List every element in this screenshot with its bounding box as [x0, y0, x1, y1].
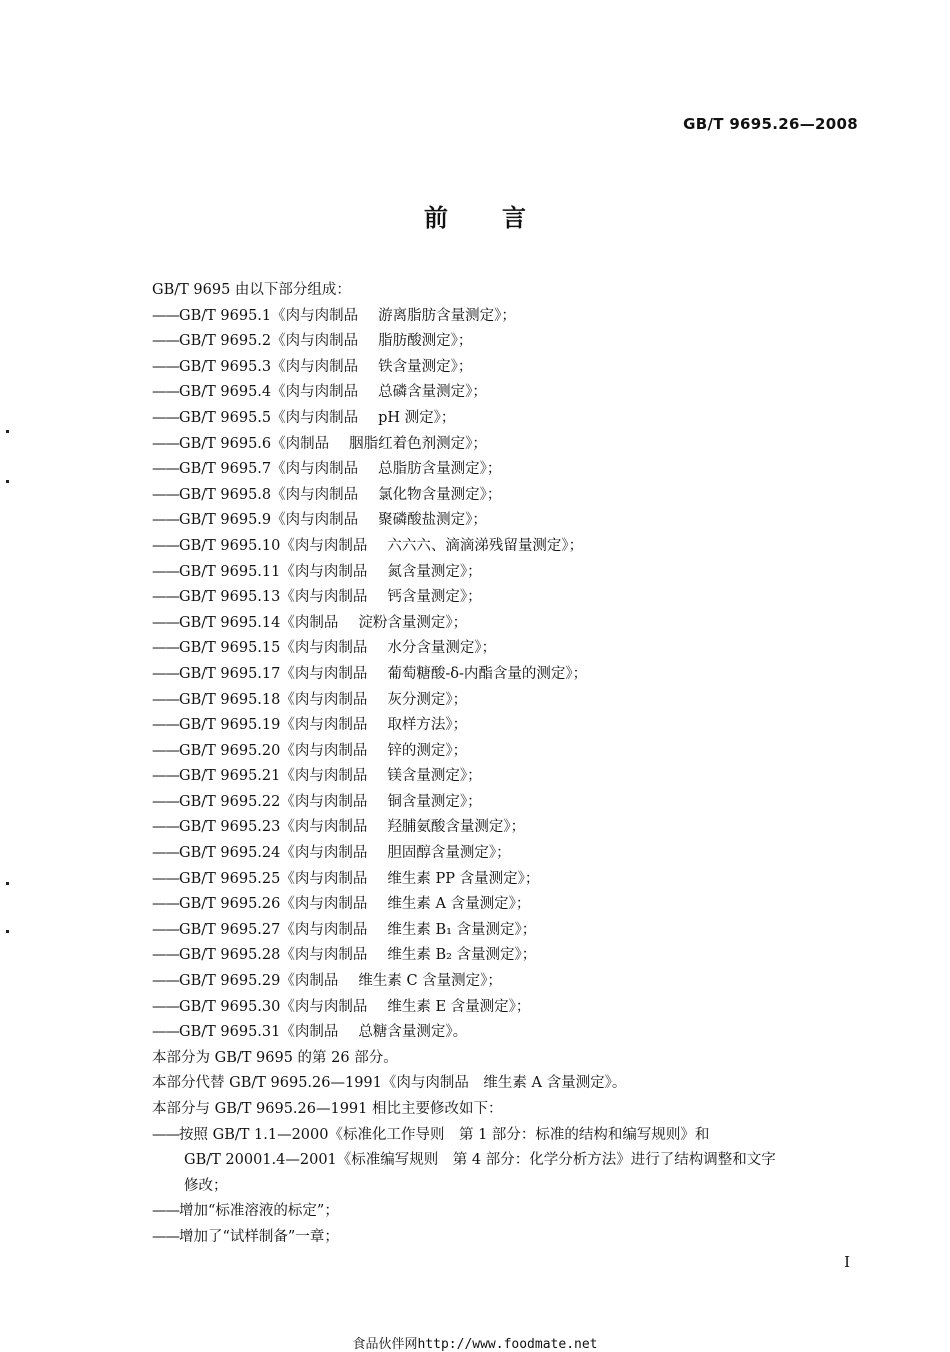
- part-list-item: [152, 815, 864, 841]
- part-category: 《肉与肉制品: [271, 333, 359, 350]
- page-number: I: [844, 1253, 850, 1271]
- part-list-item: [152, 636, 864, 662]
- part-title: 游离脂肪含量测定》；: [378, 307, 516, 324]
- part-category: 《肉与肉制品: [271, 384, 359, 401]
- part-code: GB/T 9695.22: [179, 793, 281, 810]
- part-category: 《肉制品: [280, 973, 339, 990]
- part-list-item: [152, 406, 864, 432]
- part-category: 《肉制品: [271, 435, 330, 452]
- part-code: GB/T 9695.3: [179, 358, 272, 375]
- change-text: 增加“标准溶液的标定”；: [179, 1203, 339, 1220]
- part-category: 《肉与肉制品: [280, 870, 368, 887]
- part-category: 《肉与肉制品: [280, 691, 368, 708]
- part-category: 《肉与肉制品: [280, 845, 368, 862]
- part-code: GB/T 9695.27: [179, 921, 281, 938]
- changes-intro: 本部分与 GB/T 9695.26—1991 相比主要修改如下：: [152, 1101, 503, 1117]
- part-code: GB/T 9695.14: [179, 614, 281, 631]
- part-list-item: [152, 995, 864, 1021]
- part-code: GB/T 9695.9: [179, 512, 272, 529]
- part-code: GB/T 9695.1: [179, 307, 272, 324]
- part-list-item: [152, 943, 864, 969]
- change-text: 修改；: [184, 1177, 228, 1194]
- part-list-item: [152, 1020, 864, 1046]
- part-code: GB/T 9695.19: [179, 717, 281, 734]
- part-list-item: [152, 790, 864, 816]
- part-list-item: [152, 380, 864, 406]
- part-category: 《肉制品: [280, 1024, 339, 1041]
- part-code: GB/T 9695.28: [179, 947, 281, 964]
- footer-watermark: 食品伙伴网http://www.foodmate.net: [352, 1337, 598, 1352]
- change-item: [152, 1199, 864, 1225]
- part-category: 《肉与肉制品: [271, 486, 359, 503]
- part-code: GB/T 9695.25: [179, 870, 281, 887]
- part-title: 镁含量测定》；: [387, 768, 482, 785]
- part-code: GB/T 9695.21: [179, 768, 281, 785]
- part-category: 《肉与肉制品: [280, 640, 368, 657]
- part-title: 铁含量测定》；: [378, 358, 473, 375]
- part-code: GB/T 9695.6: [179, 435, 272, 452]
- part-list-item: [152, 969, 864, 995]
- part-title: 锌的测定》；: [387, 742, 468, 759]
- part-category: 《肉与肉制品: [271, 307, 359, 324]
- part-category: 《肉制品: [280, 614, 339, 631]
- part-category: 《肉与肉制品: [280, 768, 368, 785]
- part-title: 维生素 B₁ 含量测定》；: [387, 921, 537, 938]
- part-list-item: [152, 867, 864, 893]
- part-category: 《肉与肉制品: [280, 947, 368, 964]
- part-code: GB/T 9695.13: [179, 589, 281, 606]
- part-title: 氯化物含量测定》；: [378, 486, 502, 503]
- part-code: GB/T 9695.4: [179, 384, 272, 401]
- part-category: 《肉与肉制品: [280, 537, 368, 554]
- change-text: 增加了“试样制备”一章；: [179, 1228, 339, 1245]
- change-item-continued: [152, 1174, 864, 1200]
- part-list-item: [152, 508, 864, 534]
- part-category: 《肉与肉制品: [271, 358, 359, 375]
- part-category: 《肉与肉制品: [280, 998, 368, 1015]
- part-list-item: [152, 457, 864, 483]
- part-code: GB/T 9695.30: [179, 998, 281, 1015]
- part-code: GB/T 9695.29: [179, 973, 281, 990]
- part-category: 《肉与肉制品: [280, 665, 368, 682]
- part-title: 取样方法》；: [387, 717, 468, 734]
- part-title: 铜含量测定》；: [387, 793, 482, 810]
- change-item-continued: [152, 1148, 864, 1174]
- part-list-item: [152, 764, 864, 790]
- part-title: 维生素 C 含量测定》；: [358, 973, 502, 990]
- parts-list: [152, 304, 864, 1046]
- part-title: 维生素 PP 含量测定》；: [387, 870, 540, 887]
- part-list-item: [152, 688, 864, 714]
- part-code: GB/T 9695.15: [179, 640, 281, 657]
- part-category: 《肉与肉制品: [271, 512, 359, 529]
- part-category: 《肉与肉制品: [280, 921, 368, 938]
- part-category: 《肉与肉制品: [280, 717, 368, 734]
- part-code: GB/T 9695.23: [179, 819, 281, 836]
- margin-mark: [6, 882, 9, 885]
- part-title: 聚磷酸盐测定》；: [378, 512, 487, 529]
- part-title: 羟脯氨酸含量测定》；: [387, 819, 526, 836]
- part-title: 淀粉含量测定》；: [358, 614, 468, 631]
- part-code: GB/T 9695.18: [179, 691, 281, 708]
- part-category: 《肉与肉制品: [280, 819, 368, 836]
- part-title: 维生素 B₂ 含量测定》；: [387, 947, 537, 964]
- intro-paragraph: GB/T 9695 由以下部分组成：: [152, 282, 351, 298]
- part-title: 维生素 E 含量测定》；: [387, 998, 531, 1015]
- part-category: 《肉与肉制品: [280, 563, 368, 580]
- part-code: GB/T 9695.2: [179, 333, 272, 350]
- part-title: 灰分测定》；: [387, 691, 468, 708]
- part-statement: 本部分为 GB/T 9695 的第 26 部分。: [152, 1049, 398, 1066]
- part-code: GB/T 9695.10: [179, 537, 281, 554]
- part-category: 《肉与肉制品: [280, 589, 368, 606]
- part-code: GB/T 9695.31: [179, 1024, 281, 1041]
- part-list-item: [152, 611, 864, 637]
- part-title: 总脂肪含量测定》；: [378, 461, 502, 478]
- part-list-item: [152, 560, 864, 586]
- part-code: GB/T 9695.24: [179, 845, 281, 862]
- part-category: 《肉与肉制品: [271, 461, 359, 478]
- margin-mark: [6, 480, 9, 483]
- foreword-body: [152, 278, 864, 1251]
- part-code: GB/T 9695.17: [179, 665, 281, 682]
- part-list-item: [152, 713, 864, 739]
- part-code: GB/T 9695.26: [179, 896, 281, 913]
- part-list-item: [152, 841, 864, 867]
- part-title: 维生素 A 含量测定》；: [387, 896, 531, 913]
- part-title: 氮含量测定》；: [387, 563, 482, 580]
- page-title: 前言: [424, 204, 580, 232]
- part-title: 六六六、滴滴涕残留量测定》；: [387, 537, 584, 554]
- part-category: 《肉与肉制品: [280, 742, 368, 759]
- part-code: GB/T 9695.7: [179, 461, 272, 478]
- change-item: [152, 1123, 864, 1149]
- part-code: GB/T 9695.8: [179, 486, 272, 503]
- part-list-item: [152, 534, 864, 560]
- part-title: 水分含量测定》；: [387, 640, 497, 657]
- part-title: 总糖含量测定》。: [358, 1024, 468, 1041]
- change-text: GB/T 20001.4—2001《标准编写规则 第 4 部分：化学分析方法》进行了结构调整和文字: [184, 1152, 776, 1169]
- part-list-item: [152, 432, 864, 458]
- part-list-item: [152, 329, 864, 355]
- part-list-item: [152, 662, 864, 688]
- part-title: 钙含量测定》；: [387, 589, 482, 606]
- part-title: 总磷含量测定》；: [378, 384, 487, 401]
- part-title: 胆固醇含量测定》；: [387, 845, 511, 862]
- part-category: 《肉与肉制品: [271, 409, 359, 426]
- margin-mark: [6, 930, 9, 933]
- part-category: 《肉与肉制品: [280, 896, 368, 913]
- part-title: 胭脂红着色剂测定》；: [349, 435, 487, 452]
- standard-code: GB/T 9695.26—2008: [683, 115, 858, 133]
- part-list-item: [152, 304, 864, 330]
- change-item: [152, 1225, 864, 1251]
- part-list-item: [152, 918, 864, 944]
- part-list-item: [152, 483, 864, 509]
- part-list-item: [152, 892, 864, 918]
- part-category: 《肉与肉制品: [280, 793, 368, 810]
- part-title: pH 测定》；: [378, 409, 456, 426]
- part-code: GB/T 9695.20: [179, 742, 281, 759]
- part-list-item: [152, 739, 864, 765]
- margin-mark: [6, 430, 9, 433]
- part-list-item: [152, 585, 864, 611]
- part-title: 脂肪酸测定》；: [378, 333, 473, 350]
- replacement-statement: 本部分代替 GB/T 9695.26—1991《肉与肉制品 维生素 A 含量测定》。: [152, 1075, 627, 1092]
- change-text: 按照 GB/T 1.1—2000《标准化工作导则 第 1 部分：标准的结构和编写规则》和: [179, 1126, 710, 1143]
- part-list-item: [152, 355, 864, 381]
- part-code: GB/T 9695.5: [179, 409, 272, 426]
- part-title: 葡萄糖酸-δ-内酯含量的测定》；: [387, 665, 588, 682]
- part-code: GB/T 9695.11: [179, 563, 281, 580]
